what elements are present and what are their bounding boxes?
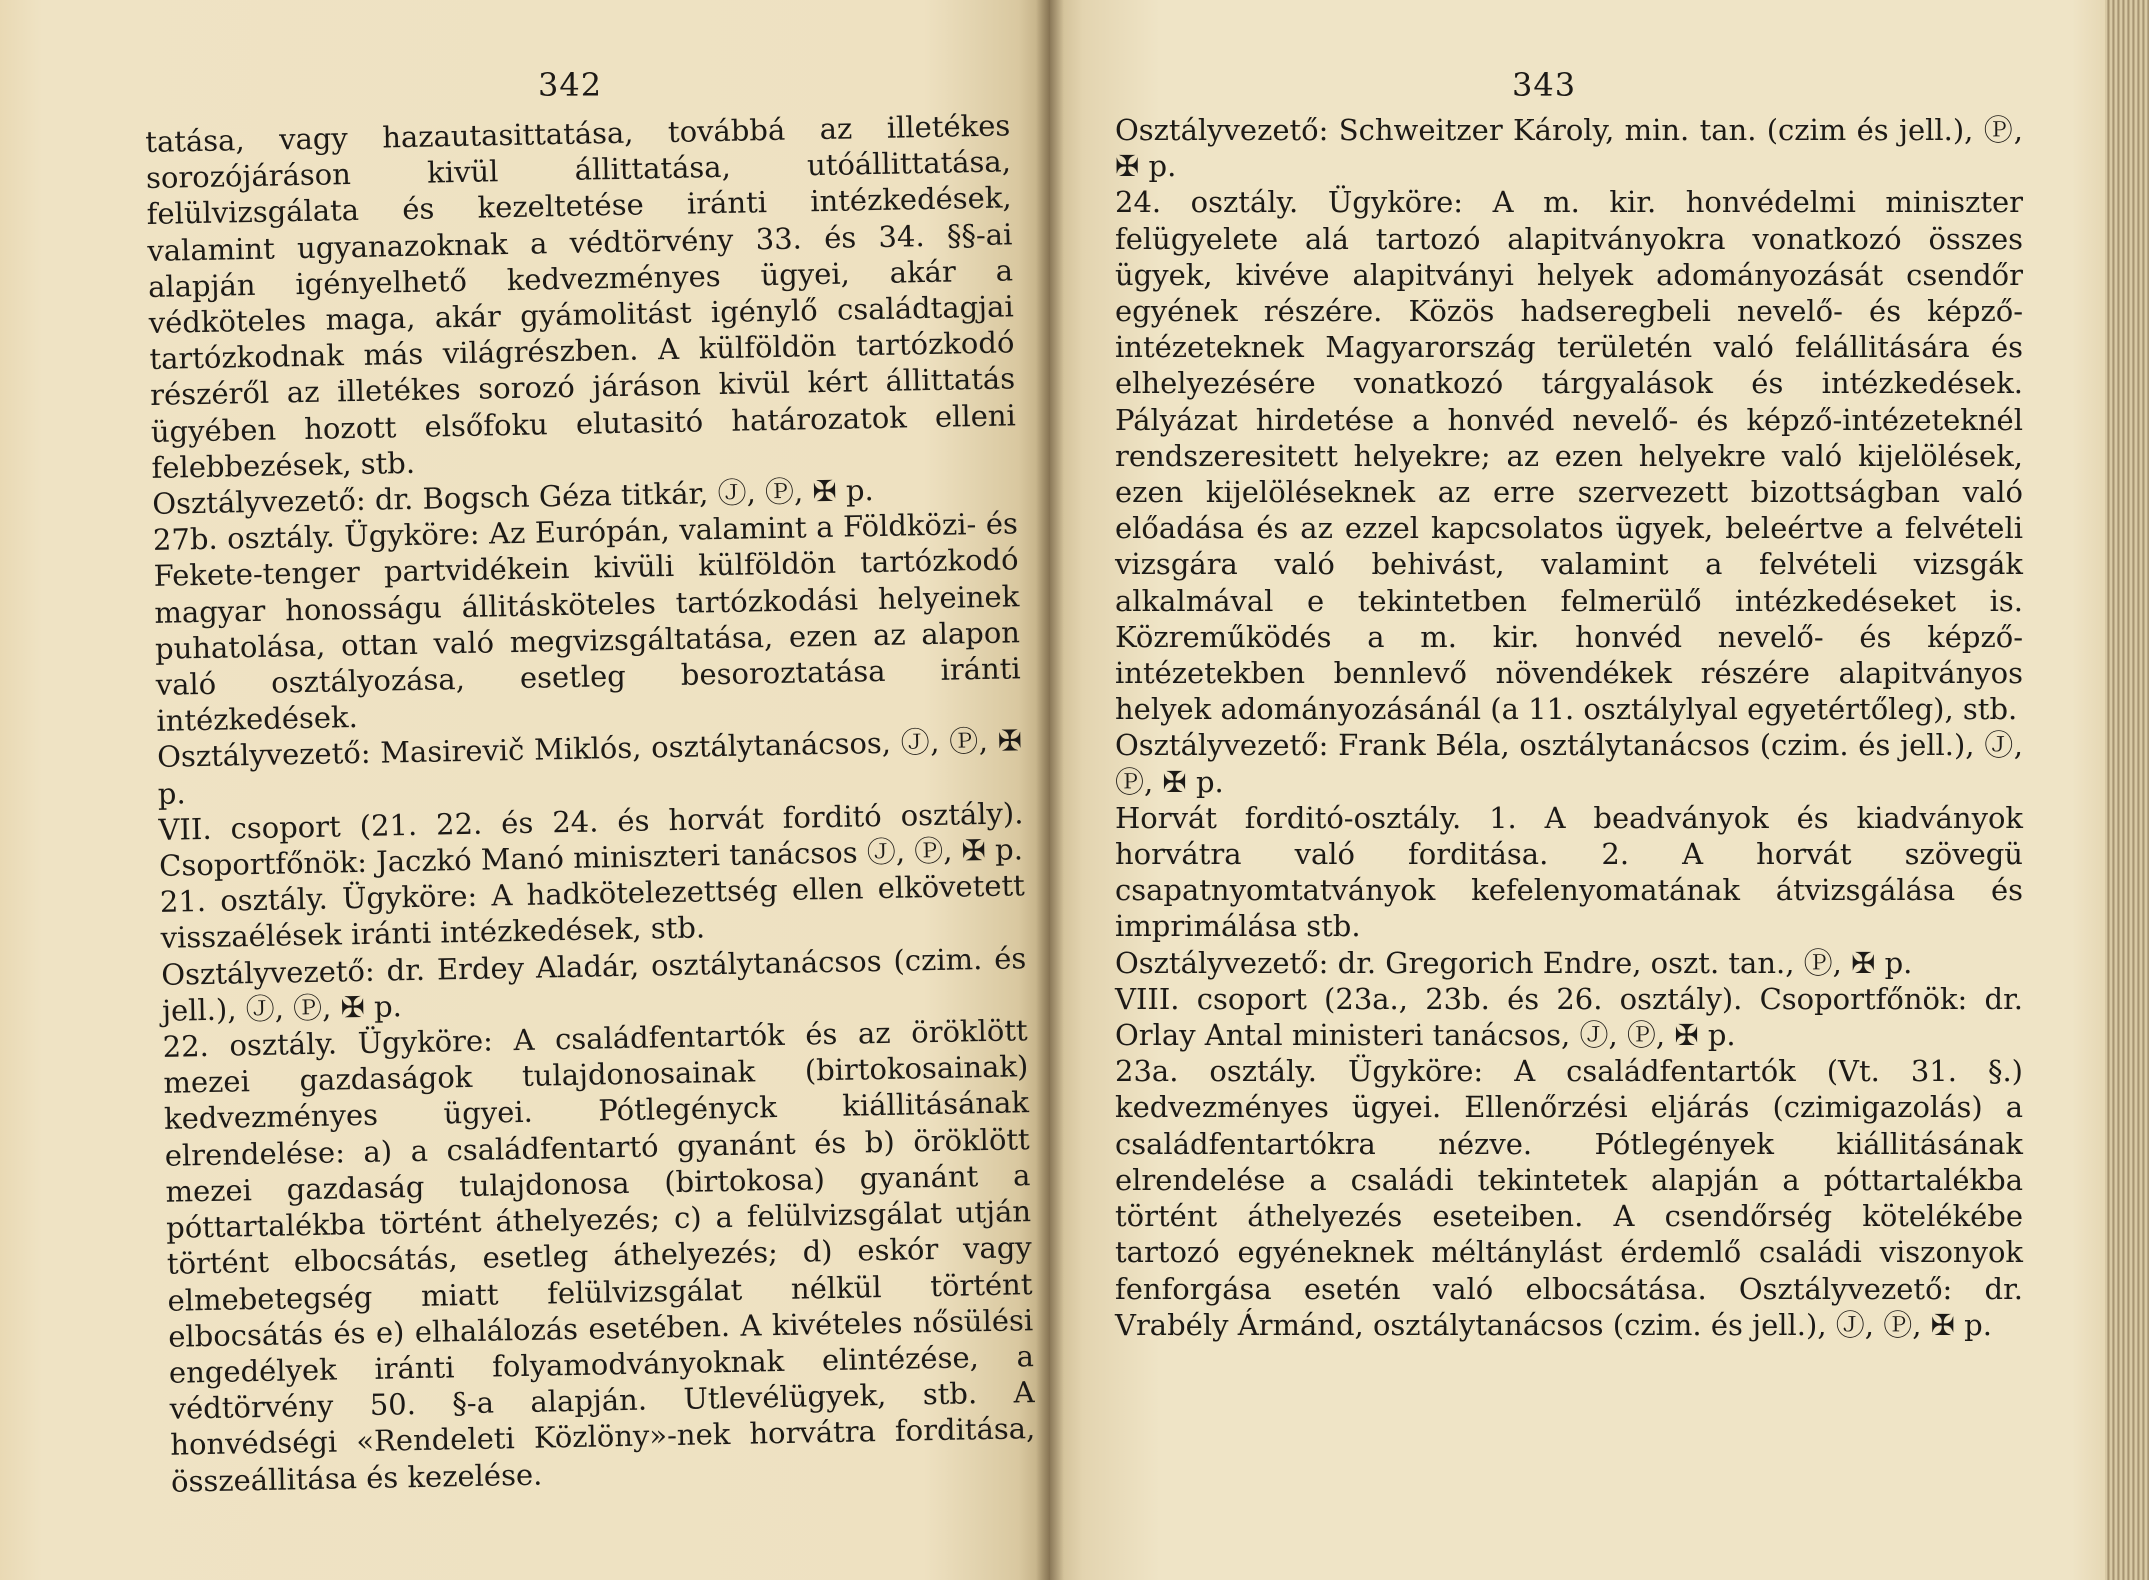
left-page (0, 0, 1050, 1580)
right-page (1050, 0, 2149, 1580)
page-edges (2105, 0, 2149, 1580)
left-page-number: 342 (538, 66, 603, 104)
book-gutter (1036, 0, 1064, 1580)
right-page-number: 343 (1512, 66, 1577, 104)
right-page-text: Osztályvezető: Schweitzer Károly, min. tan. (czim és jell.), Ⓟ, ✠ p. 24. osztály. Ügyköre: A m. kir. honvédelmi miniszter felügyelete alá tartozó alapitványokra vonatkozó összes ügyek, kivéve alapitványi helyek adományozását csendőr egyének részére. Közös hadseregbeli nevelő- és képző-intézeteknek Magyarország területén való felállitására és elhelyezésére vonatkozó tárgyalások és intézkedések. Pályázat hirdetése a honvéd nevelő- és képző-intézeteknél rendszeresitett helyekre; az ezen helyekre való kijelölések, ezen kijelöléseknek az erre szervezett bizottságban való előadása és az ezzel kapcsolatos ügyek, beleértve a felvételi vizsgára való behivást, valamint a felvételi vizsgák alkalmával e tekintetben felmerülő intézkedéseket is. Közreműködés a m. kir. honvéd nevelő- és képző-intézetekben bennlevő növendékek részére alapitványos helyek adományozásánál (a 11. osztálylyal egyetértőleg), stb. Osztályvezető: Frank Béla, osztálytanácsos (czim. és jell.), Ⓙ, Ⓟ, ✠ p. Horvát forditó-osztály. 1. A beadványok és kiadványok horvátra való forditása. 2. A horvát szövegü csapatnyomtatványok kefelenyomatának átvizsgálása és imprimálása stb. Osztályvezető: dr. Gregorich Endre, oszt. tan., Ⓟ, ✠ p. VIII. csoport (23a., 23b. és 26. osztály). Csoportfőnök: dr. Orlay Antal ministeri tanácsos, Ⓙ, Ⓟ, ✠ p. 23a. osztály. Ügyköre: A családfentartók (Vt. 31. §.) kedvezményes ügyei. Ellenőrzési eljárás (czimigazolás) a családfentartókra nézve. Pótlegények kiállitásának elrendelése a családi tekintetek alapján a póttartalékba történt áthelyezés eseteiben. A csendőrség kötelékébe tartozó egyéneknek méltánylást érdemlő családi viszonyok fenforgása esetén való elbocsátása. Osztályvezető: dr. Vrabély Ármánd, osztálytanácsos (czim. és jell.), Ⓙ, Ⓟ, ✠ p. (1115, 113, 2023, 1342)
left-page-text: tatása, vagy hazautasittatása, továbbá az illetékes sorozójáráson kivül állittatása, utóállittatása, felülvizsgálata és kezeltetése iránti intézkedések, valamint ugyanazoknak a védtörvény 33. és 34. §§-ai alapján igényelhető kedvezményes ügyei, akár a védköteles maga, akár gyámolitást igénylő családtagjai tartózkodnak más világrészben. A külföldön tartózkodó részéről az illetékes sorozó járáson kivül kért állittatás ügyében hozott elsőfoku elutasitó határozatok elleni felebbezések, stb. Osztályvezető: dr. Bogsch Géza titkár, Ⓙ, Ⓟ, ✠ p. 27b. osztály. Ügyköre: Az Európán, valamint a Földközi- és Fekete-tenger partvidékein kivüli külföldön tartózkodó magyar honosságu állitásköteles tartózkodási helyeinek puhatolása, ottan való megvizsgáltatása, ezen az alapon való osztályozása, esetleg besoroztatása iránti intézkedések. Osztályvezető: Masirevič Miklós, osztálytanácsos, Ⓙ, Ⓟ, ✠ p. VII. csoport (21. 22. és 24. és horvát forditó osztály). Csoportfőnök: Jaczkó Manó miniszteri tanácsos Ⓙ, Ⓟ, ✠ p. 21. osztály. Ügyköre: A hadkötelezettség ellen elkövetett visszaélések iránti intézkedések, stb. Osztályvezető: dr. Erdey Aladár, osztálytanácsos (czim. és jell.), Ⓙ, Ⓟ, ✠ p. 22. osztály. Ügyköre: A családfentartók és az öröklött mezei gazdaságok tulajdonosainak (birtokosainak) kedvezményes ügyei. Pótlegényck kiállitásának elrendelése: a) a családfentartó gyanánt és b) öröklött mezei gazdaság tulajdonosa (birtokosa) gyanánt a póttartalékba történt áthelyezés; c) a felülvizsgálat utján történt elbocsátás, esetleg áthelyezés; d) eskór vagy elmebetegség miatt felülvizsgálat nélkül történt elbocsátás és e) elhalálozás esetében. A kivételes nősülési engedélyek iránti folyamodványoknak elintézése, a védtörvény 50. §-a alapján. Utlevélügyek, stb. A honvédségi «Rendeleti Közlöny»-nek horvátra forditása, összeállitása és kezelése. (145, 108, 1036, 1499)
